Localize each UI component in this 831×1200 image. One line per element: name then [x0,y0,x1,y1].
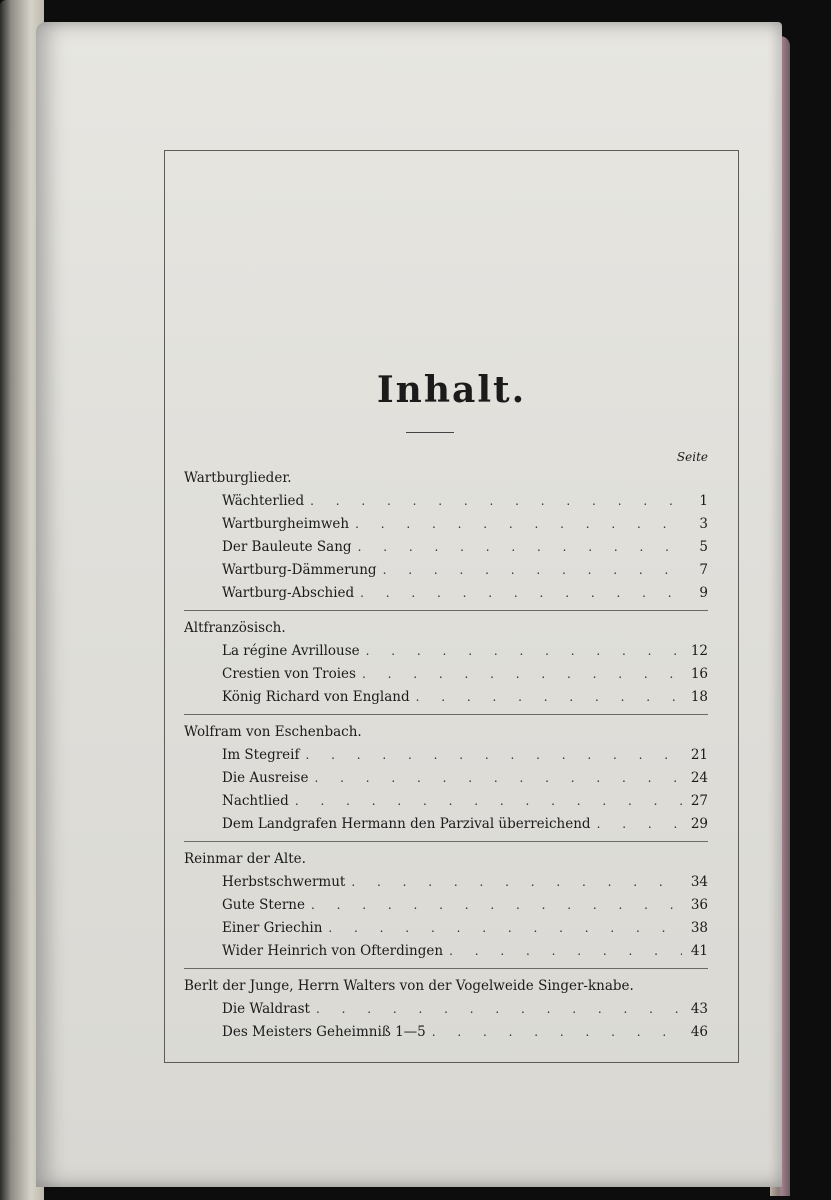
section [184,975,708,1044]
entry-title: Der Bauleute Sang [222,539,352,555]
entry-page: 5 [699,539,708,555]
entry-page: 36 [690,897,708,913]
leader-dots [362,663,682,686]
section [184,848,708,963]
contents-list [184,461,708,1044]
entry-title: Gute Sterne [222,897,305,913]
entry-page: 21 [690,747,708,763]
toc-entry [184,559,708,582]
section-divider [184,968,708,969]
toc-entry [184,894,708,917]
section-title: Berlt der Junge, Herrn Walters von der Vogelweide Singer-knabe. [184,978,634,994]
section-divider [184,841,708,842]
toc-entry [184,790,708,813]
section-title: Altfranzösisch. [184,620,286,636]
toc-entry [184,686,708,709]
entry-title: Nachtlied [222,793,289,809]
section [184,467,708,605]
section-divider [184,714,708,715]
heading-rule [406,432,454,433]
entry-title: Wider Heinrich von Ofterdingen [222,943,444,959]
leader-dots [449,940,682,963]
toc-entry [184,1021,708,1044]
toc-entry [184,871,708,894]
entry-page: 9 [699,585,708,601]
toc-entry [184,640,708,663]
leader-dots [295,790,682,813]
toc-entry [184,940,708,963]
page-heading: Inhalt. [376,369,527,411]
toc-entry [184,490,708,513]
leader-dots [355,513,682,536]
leader-dots [306,744,683,767]
entry-title: Die Waldrast [222,1001,310,1017]
leader-dots [310,490,682,513]
leader-dots [314,767,682,790]
entry-title: Herbstschwermut [222,874,346,890]
toc-entry [184,998,708,1021]
section-divider [184,610,708,611]
entry-title: Einer Griechin [222,920,323,936]
entry-title: Wächterlied [222,493,305,509]
entry-page: 12 [690,643,708,659]
toc-entry [184,663,708,686]
leader-dots [328,917,682,940]
entry-page: 29 [690,816,708,832]
toc-entry [184,582,708,605]
entry-title: Wartburgheimweh [222,516,350,532]
entry-title: Dem Landgrafen Hermann den Parzival überreichend [222,816,591,832]
leader-dots [351,871,682,894]
leader-dots [383,559,682,582]
entry-page: 43 [690,1001,708,1017]
toc-entry [184,813,708,836]
entry-title: La régine Avrillouse [222,643,360,659]
entry-title: Wartburg-Abschied [222,585,355,601]
entry-page: 16 [690,666,708,682]
section-title: Wartburglieder. [184,470,292,486]
leader-dots [366,640,682,663]
entry-title: Des Meisters Geheimniß 1—5 [222,1024,426,1040]
entry-page: 18 [690,689,708,705]
toc-entry [184,767,708,790]
entry-page: 24 [690,770,708,786]
entry-page: 7 [699,562,708,578]
toc-entry [184,513,708,536]
toc-entry [184,917,708,940]
entry-page: 38 [690,920,708,936]
toc-entry [184,744,708,767]
entry-title: König Richard von England [222,689,410,705]
leader-dots [416,686,682,709]
section [184,617,708,709]
entry-title: Die Ausreise [222,770,309,786]
entry-page: 1 [699,493,708,509]
entry-page: 41 [690,943,708,959]
section-title: Reinmar der Alte. [184,851,306,867]
entry-page: 46 [690,1024,708,1040]
section [184,721,708,836]
leader-dots [432,1021,682,1044]
toc-entry [184,536,708,559]
entry-title: Im Stegreif [222,747,300,763]
leader-dots [358,536,682,559]
leader-dots [311,894,682,917]
leader-dots [597,813,682,836]
book-page [36,22,782,1187]
entry-page: 27 [690,793,708,809]
contents-frame [164,150,739,1063]
entry-page: 34 [690,874,708,890]
entry-title: Wartburg-Dämmerung [222,562,377,578]
page-column-label: Seite [676,450,708,464]
section-title: Wolfram von Eschenbach. [184,724,362,740]
entry-title: Crestien von Troies [222,666,356,682]
leader-dots [360,582,682,605]
entry-page: 3 [699,516,708,532]
leader-dots [316,998,682,1021]
